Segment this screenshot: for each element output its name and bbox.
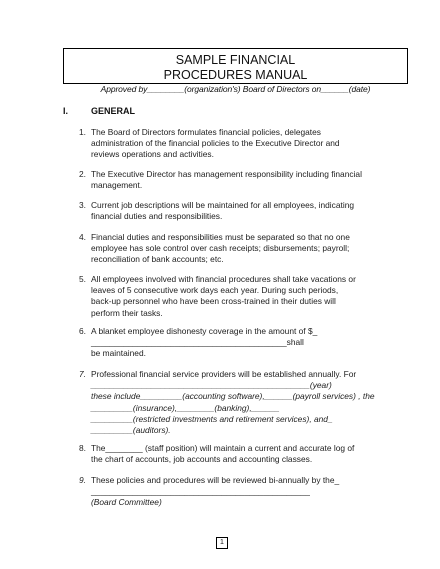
item-line: _______________________________________________(year) (91, 380, 332, 391)
item-line: Current job descriptions will be maintained for all employees, indicating (91, 200, 355, 210)
item-line: management. (91, 180, 143, 191)
item-line: reviews operations and activities. (91, 149, 214, 160)
item-number: 3. (79, 200, 86, 210)
item-line: _________(auditors). (91, 425, 171, 436)
item-number: 1. (79, 127, 86, 137)
title-box (63, 48, 408, 84)
item-number: 5. (79, 274, 86, 284)
item-line: Financial duties and responsibilities must be separated so that no one (91, 232, 350, 242)
item-line: The Board of Directors formulates financial policies, delegates (91, 127, 321, 137)
approval-line: Approved by________(organization's) Board of Directors on______(date) (100, 84, 371, 94)
item-line: These policies and procedures will be reviewed bi-annually by the_ (91, 475, 340, 485)
section-heading (63, 106, 135, 116)
item-number: 7. (79, 369, 86, 379)
item-number: 9. (79, 475, 86, 485)
item-line: be maintained. (91, 348, 146, 359)
item-line: All employees involved with financial procedures shall take vacations or (91, 274, 356, 284)
item-line: employee has sole control over cash receipts; disbursements; payroll; (91, 243, 350, 254)
item-line: leaves of 5 consecutive work days each year. During such periods, (91, 285, 339, 296)
item-line: these include_________(accounting software),______(payroll services) , the (91, 391, 375, 402)
page-number: 1 (216, 537, 228, 549)
item-line: (Board Committee) (91, 497, 162, 508)
item-line: the chart of accounts, job accounts and accounting classes. (91, 454, 313, 465)
document-title-line2: PROCEDURES MANUAL (163, 68, 308, 82)
item-line: _________(restricted investments and retirement services), and_ (91, 413, 333, 424)
item-line: reconciliation of bank accounts; etc. (91, 254, 224, 265)
item-number: 6. (79, 326, 86, 336)
item-line: financial duties and responsibilities. (91, 211, 223, 222)
item-line: Professional financial service providers will be established annually. For (91, 369, 357, 379)
item-number: 8. (79, 443, 86, 453)
document-title-line1: SAMPLE FINANCIAL (175, 53, 296, 67)
item-line: __________________________________________shall (91, 337, 304, 348)
item-line: _______________________________________________ (91, 486, 310, 497)
item-line: A blanket employee dishonesty coverage in the amount of $_ (91, 326, 318, 336)
item-line: back-up personnel who have been cross-trained in their duties will (91, 296, 336, 307)
item-line: The________ (staff position) will maintain a current and accurate log of (91, 443, 355, 453)
item-line: perform their tasks. (91, 307, 163, 318)
section-number: I. (63, 106, 69, 116)
item-number: 2. (79, 169, 86, 179)
item-line: administration of the financial policies to the Executive Director and (91, 138, 340, 149)
section-title: GENERAL (91, 106, 136, 116)
item-line: The Executive Director has management responsibility including financial (91, 169, 362, 179)
item-line: _________(insurance),________(banking),______ (91, 402, 280, 413)
item-number: 4. (79, 232, 86, 242)
